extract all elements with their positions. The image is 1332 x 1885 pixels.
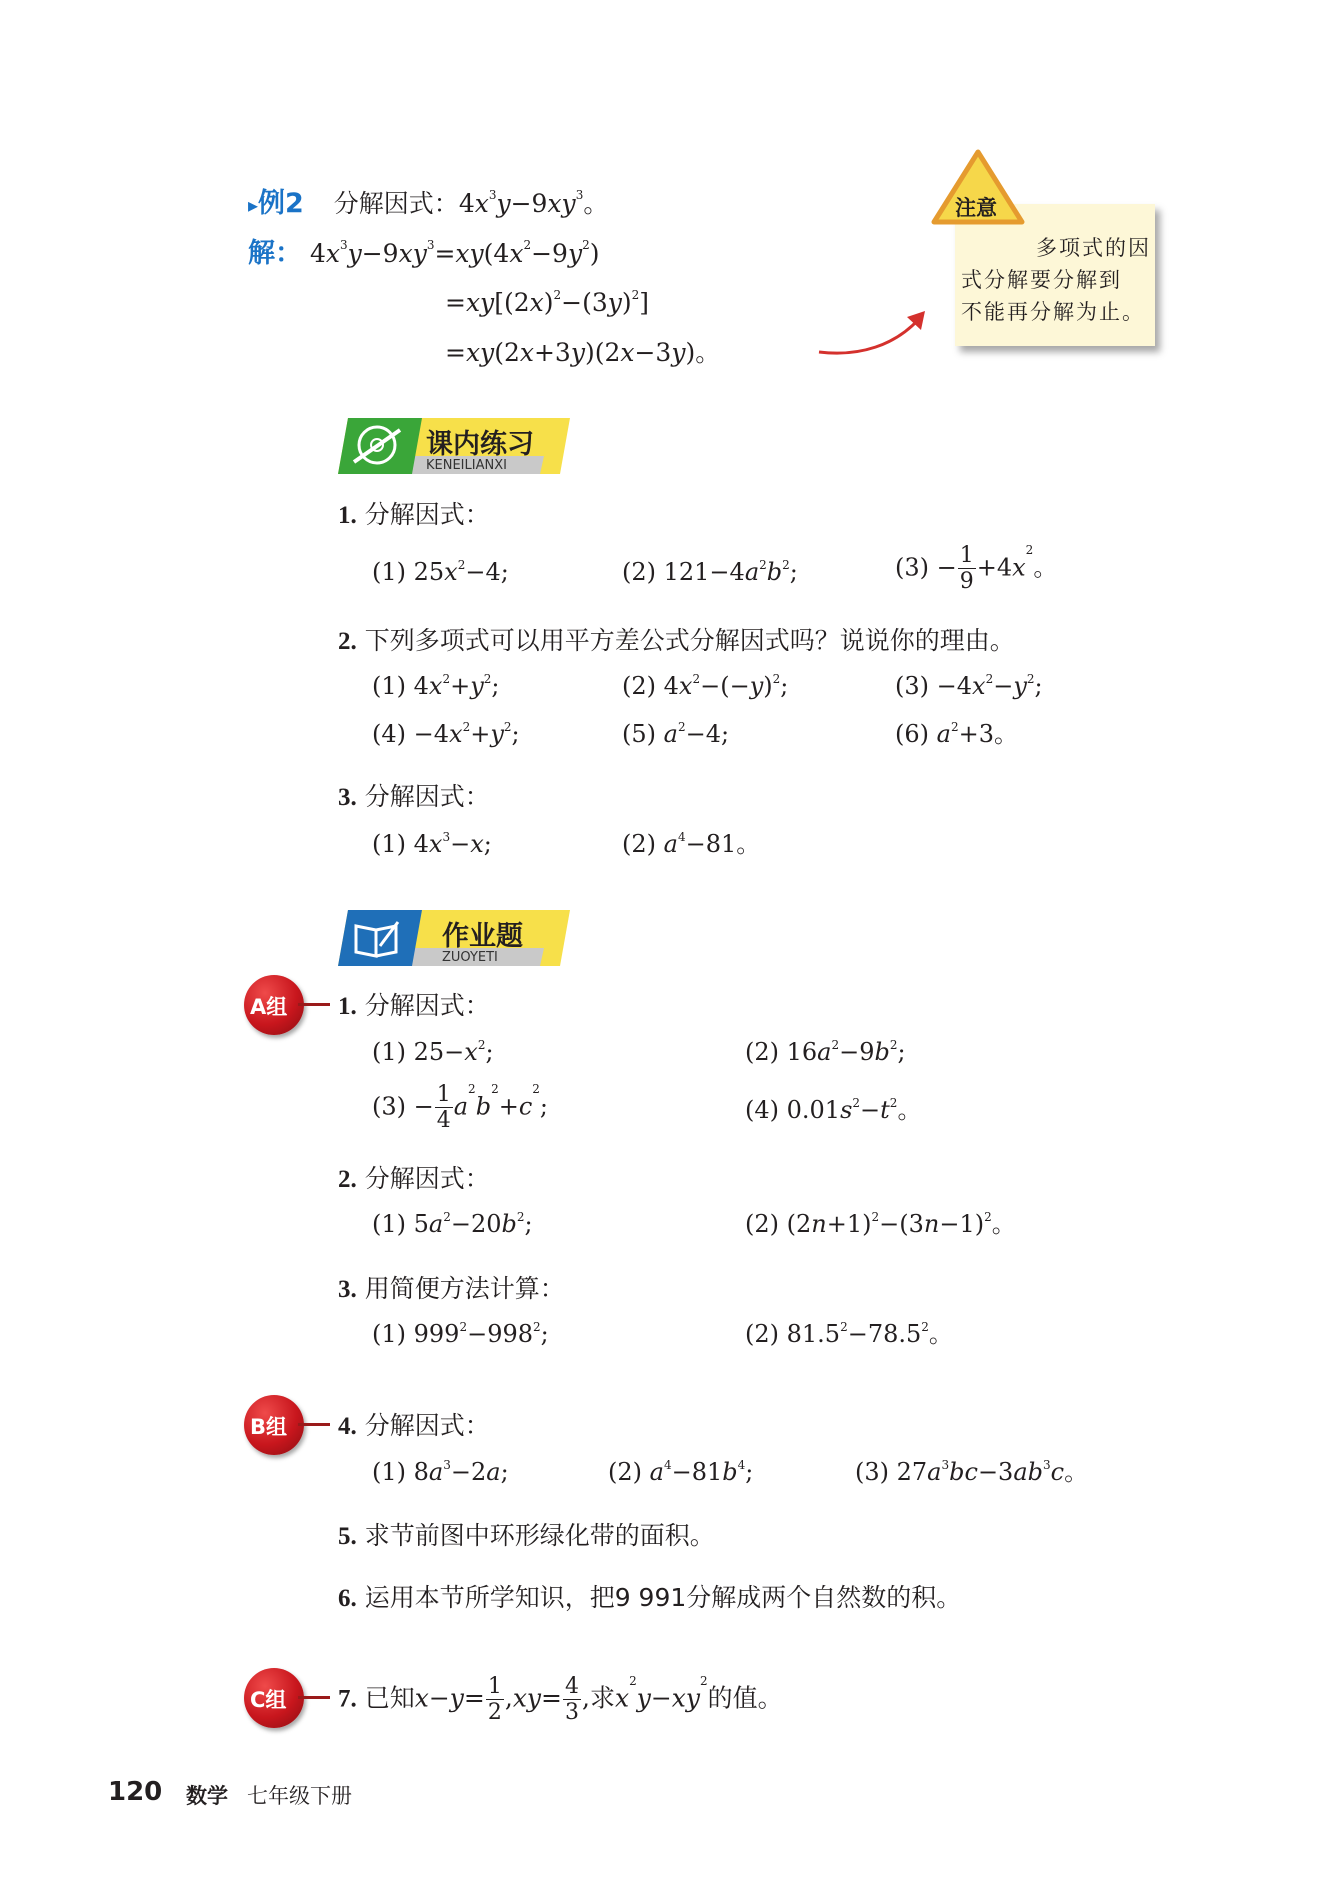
homework-subtitle: ZUOYETI <box>442 950 498 965</box>
example-title <box>248 190 608 217</box>
note-title: 注意 <box>955 196 997 220</box>
group-a-badge: A组 <box>244 975 304 1035</box>
homework-q4: 4. 分解因式： <box>338 1411 490 1440</box>
triangle-marker-icon: ▸ <box>248 193 259 217</box>
footer-grade: 七年级下册 <box>247 1784 352 1808</box>
homework-q3: 3. 用简便方法计算： <box>338 1274 565 1303</box>
homework-q3-1: (1) $999^2-998^2$; <box>372 1320 549 1348</box>
homework-q4-1: (1) $8a^3-2a$; <box>372 1458 509 1486</box>
practice-q1: 1. 分解因式： <box>338 500 490 529</box>
group-b-badge: B组 <box>244 1395 304 1455</box>
practice-q2-3: $(3) -4x^2-y^2$; <box>895 672 1043 700</box>
homework-q6: 6. 运用本节所学知识，把9 991分解成两个自然数的积。 <box>338 1583 962 1612</box>
practice-q1-2: (2) $121-4a^2b^2$; <box>622 558 798 586</box>
practice-subtitle: KENEILIANXI <box>426 458 507 473</box>
homework-q4-3: (3) $27a^3bc-3ab^3c$。 <box>855 1458 1089 1486</box>
solution-line-3: =xy(2x+3y)(2x−3y)。 <box>445 338 721 367</box>
homework-q2: 2. 分解因式： <box>338 1164 490 1193</box>
book-pen-icon <box>350 916 406 960</box>
homework-q7: 7. 已知x−y= $\frac{1}{2}$ ,xy= $\frac{4}{3}$ ,求$x^2y-xy^2$的值。 <box>338 1674 783 1725</box>
practice-q1-1: (1) $25x^2-4$; <box>372 558 509 586</box>
solution-line-1: 解： $4x^3y-9xy^3=xy(4x^2-9y^2)$ <box>248 238 600 269</box>
practice-q2-6: (6) $a^2+3$。 <box>895 720 1018 748</box>
practice-title: 课内练习 <box>426 429 534 460</box>
practice-q3-2: (2) $a^4-81$。 <box>622 830 761 858</box>
homework-q1-1: (1) $25-x^2$; <box>372 1038 494 1066</box>
practice-q3-1: (1) $4x^3-x$; <box>372 830 492 858</box>
practice-q2: 2. 下列多项式可以用平方差公式分解因式吗？说说你的理由。 <box>338 626 1015 655</box>
group-c-badge: C组 <box>244 1668 304 1728</box>
homework-q3-2: (2) $81.5^2-78.5^2$。 <box>745 1320 953 1348</box>
homework-q2-2: (2) $(2n+1)^2-(3n-1)^2$。 <box>745 1210 1016 1238</box>
note-text: 多项式的因 式分解要分解到 不能再分解为止。 <box>961 236 1151 324</box>
homework-q1: 1. 分解因式： <box>338 991 490 1020</box>
homework-q1-2: (2) $16a^2-9b^2$; <box>745 1038 906 1066</box>
homework-q1-3: (3) − $\frac{1}{4}$ $a^2b^2+c^2$; <box>372 1082 548 1133</box>
practice-q2-2: (2) $4x^2-(-y)^2$; <box>622 672 789 700</box>
group-a-pointer <box>298 1003 330 1006</box>
homework-q1-4: (4) $0.01s^2-t^2$。 <box>745 1096 922 1124</box>
homework-title: 作业题 <box>442 921 523 952</box>
group-c-pointer <box>298 1696 330 1699</box>
practice-q2-4: $(4) -4x^2+y^2$; <box>372 720 520 748</box>
practice-header <box>334 412 574 478</box>
solution-label: 解： <box>248 238 302 269</box>
homework-q5: 5. 求节前图中环形绿化带的面积。 <box>338 1521 715 1550</box>
practice-q1-3: (3) − $\frac{1}{9}$ $+4x^2$。 <box>895 543 1058 594</box>
solution-line-2: $=xy[(2x)^2-(3y)^2]$ <box>445 288 650 317</box>
note-arrow-icon <box>815 305 935 360</box>
footer-subject: 数学 <box>186 1784 228 1808</box>
protractor-icon <box>348 422 406 468</box>
homework-q4-2: (2) $a^4-81b^4$; <box>608 1458 754 1486</box>
practice-q2-5: (5) $a^2-4$; <box>622 720 730 748</box>
practice-q2-1: (1) $4x^2+y^2$; <box>372 672 500 700</box>
practice-q3: 3. 分解因式： <box>338 782 490 811</box>
group-b-pointer <box>298 1423 330 1426</box>
page-number: 120 <box>108 1777 163 1807</box>
example-prompt: 分解因式： <box>333 189 459 218</box>
homework-q2-1: (1) $5a^2-20b^2$; <box>372 1210 533 1238</box>
homework-header <box>334 904 574 970</box>
example-label: 例2 <box>258 188 304 219</box>
example-expression: $4x^3y-9xy^3$。 <box>458 188 609 218</box>
